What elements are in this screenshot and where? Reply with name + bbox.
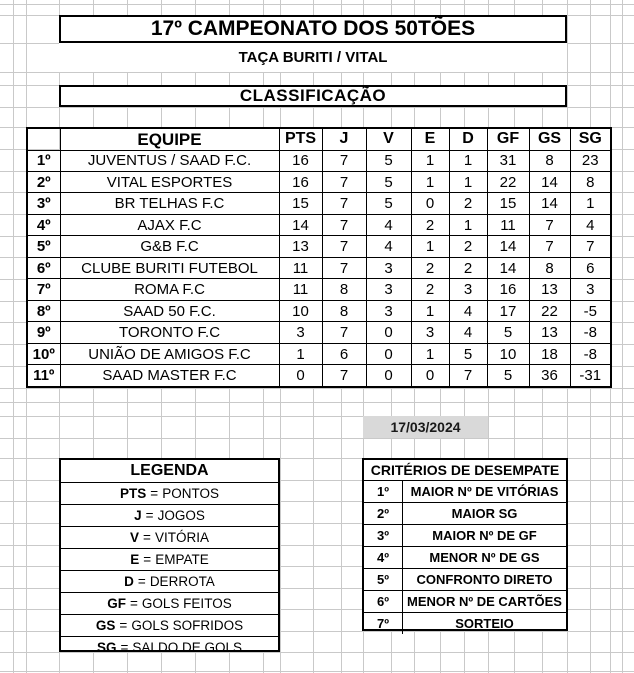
v-cell: 3 (366, 257, 411, 278)
gs-cell: 22 (529, 300, 570, 321)
tiebreaker-item (364, 568, 566, 590)
gs-cell: 36 (529, 365, 570, 387)
gs-cell: 13 (529, 322, 570, 343)
j-cell: 7 (322, 171, 366, 192)
sg-cell: 4 (570, 214, 611, 235)
gf-cell: 22 (487, 171, 529, 192)
sg-cell: -5 (570, 300, 611, 321)
d-cell: 3 (449, 279, 487, 300)
e-cell: 3 (411, 322, 449, 343)
sg-cell: -31 (570, 365, 611, 387)
gf-cell: 16 (487, 279, 529, 300)
col-header-v: V (366, 128, 411, 150)
pts-cell: 13 (279, 236, 322, 257)
pts-cell: 1 (279, 343, 322, 364)
legend-item: GF = GOLS FEITOS (61, 592, 278, 614)
rank-cell: 3º (27, 193, 60, 214)
tiebreaker-rule: MAIOR Nº DE VITÓRIAS (410, 484, 559, 499)
team-cell: SAAD MASTER F.C (60, 365, 279, 387)
tiebreakers-title: CRITÉRIOS DE DESEMPATE (370, 462, 560, 478)
table-header-row (27, 128, 611, 150)
sg-cell: -8 (570, 343, 611, 364)
section-title: CLASSIFICAÇÃO (239, 86, 387, 105)
tiebreaker-item (364, 480, 566, 502)
sg-cell: 23 (570, 150, 611, 171)
gf-cell: 5 (487, 322, 529, 343)
pts-cell: 0 (279, 365, 322, 387)
gf-cell: 14 (487, 236, 529, 257)
tiebreaker-item (364, 612, 566, 634)
tiebreaker-item (364, 546, 566, 568)
d-cell: 1 (449, 171, 487, 192)
tiebreaker-rule: CONFRONTO DIRETO (416, 572, 553, 587)
table-row (27, 365, 611, 387)
rank-cell: 9º (27, 322, 60, 343)
rank-cell: 1º (27, 150, 60, 171)
col-header-d: D (449, 128, 487, 150)
sg-cell: 3 (570, 279, 611, 300)
date-cell (363, 416, 488, 438)
legend-title: LEGENDA (130, 462, 209, 479)
team-cell: CLUBE BURITI FUTEBOL (60, 257, 279, 278)
pts-cell: 16 (279, 171, 322, 192)
team-cell: TORONTO F.C (60, 322, 279, 343)
tiebreaker-order: 5º (364, 569, 403, 590)
team-cell: VITAL ESPORTES (60, 171, 279, 192)
gf-cell: 5 (487, 365, 529, 387)
rank-cell: 4º (27, 214, 60, 235)
gs-cell: 14 (529, 171, 570, 192)
v-cell: 0 (366, 365, 411, 387)
j-cell: 7 (322, 322, 366, 343)
tiebreaker-rule: SORTEIO (455, 616, 514, 631)
tiebreaker-order: 6º (364, 591, 403, 612)
tiebreaker-order: 7º (364, 613, 403, 634)
gs-cell: 7 (529, 214, 570, 235)
j-cell: 7 (322, 236, 366, 257)
team-cell: AJAX F.C (60, 214, 279, 235)
j-cell: 7 (322, 365, 366, 387)
v-cell: 5 (366, 150, 411, 171)
d-cell: 2 (449, 193, 487, 214)
title-box (59, 15, 567, 43)
gs-cell: 13 (529, 279, 570, 300)
table-row (27, 343, 611, 364)
j-cell: 6 (322, 343, 366, 364)
standings-table (26, 127, 612, 388)
gf-cell: 17 (487, 300, 529, 321)
pts-cell: 16 (279, 150, 322, 171)
j-cell: 7 (322, 257, 366, 278)
team-cell: ROMA F.C (60, 279, 279, 300)
sg-cell: 1 (570, 193, 611, 214)
rank-cell: 10º (27, 343, 60, 364)
pts-cell: 11 (279, 257, 322, 278)
e-cell: 2 (411, 214, 449, 235)
v-cell: 4 (366, 236, 411, 257)
table-row (27, 322, 611, 343)
rank-cell: 6º (27, 257, 60, 278)
col-header-e: E (411, 128, 449, 150)
gs-cell: 8 (529, 150, 570, 171)
legend-item: PTS = PONTOS (61, 482, 278, 504)
d-cell: 1 (449, 150, 487, 171)
legend-item: D = DERROTA (61, 570, 278, 592)
legend-item: V = VITÓRIA (61, 526, 278, 548)
tiebreaker-order: 1º (364, 481, 403, 502)
legend-item: E = EMPATE (61, 548, 278, 570)
d-cell: 2 (449, 236, 487, 257)
legend-item: GS = GOLS SOFRIDOS (61, 614, 278, 636)
table-row (27, 193, 611, 214)
e-cell: 0 (411, 193, 449, 214)
tiebreaker-item (364, 502, 566, 524)
tiebreaker-order: 2º (364, 503, 403, 524)
e-cell: 2 (411, 257, 449, 278)
e-cell: 1 (411, 150, 449, 171)
rank-cell: 11º (27, 365, 60, 387)
gs-cell: 7 (529, 236, 570, 257)
col-header-sg: SG (570, 128, 611, 150)
v-cell: 5 (366, 171, 411, 192)
j-cell: 7 (322, 214, 366, 235)
tiebreaker-rule: MAIOR SG (451, 506, 518, 521)
e-cell: 1 (411, 171, 449, 192)
team-cell: UNIÃO DE AMIGOS F.C (60, 343, 279, 364)
table-row (27, 300, 611, 321)
team-cell: SAAD 50 F.C. (60, 300, 279, 321)
pts-cell: 14 (279, 214, 322, 235)
tiebreaker-item (364, 524, 566, 546)
team-cell: G&B F.C (60, 236, 279, 257)
tiebreaker-rule: MENOR Nº DE GS (429, 550, 540, 565)
page-title: 17º CAMPEONATO DOS 50TÕES (150, 17, 476, 40)
col-header-gf: GF (487, 128, 529, 150)
rank-cell: 8º (27, 300, 60, 321)
tiebreaker-item (364, 590, 566, 612)
gf-cell: 10 (487, 343, 529, 364)
gs-cell: 18 (529, 343, 570, 364)
d-cell: 5 (449, 343, 487, 364)
sg-cell: 7 (570, 236, 611, 257)
rank-cell: 7º (27, 279, 60, 300)
team-cell: BR TELHAS F.C (60, 193, 279, 214)
col-header-gs: GS (529, 128, 570, 150)
e-cell: 0 (411, 365, 449, 387)
j-cell: 7 (322, 150, 366, 171)
tiebreaker-rule: MAIOR Nº DE GF (432, 528, 537, 543)
tiebreakers-box (362, 458, 568, 631)
pts-cell: 15 (279, 193, 322, 214)
tiebreaker-rule: MENOR Nº DE CARTÕES (407, 594, 562, 609)
j-cell: 8 (322, 300, 366, 321)
subtitle (59, 43, 567, 72)
v-cell: 3 (366, 300, 411, 321)
col-header-pts: PTS (279, 128, 322, 150)
e-cell: 2 (411, 279, 449, 300)
j-cell: 7 (322, 193, 366, 214)
corner-cell (27, 128, 60, 150)
pts-cell: 10 (279, 300, 322, 321)
gf-cell: 31 (487, 150, 529, 171)
rank-cell: 5º (27, 236, 60, 257)
v-cell: 4 (366, 214, 411, 235)
d-cell: 7 (449, 365, 487, 387)
d-cell: 1 (449, 214, 487, 235)
v-cell: 0 (366, 322, 411, 343)
sg-cell: 8 (570, 171, 611, 192)
v-cell: 3 (366, 279, 411, 300)
pts-cell: 11 (279, 279, 322, 300)
gs-cell: 8 (529, 257, 570, 278)
subtitle-text: TAÇA BURITI / VITAL (238, 49, 388, 66)
rank-cell: 2º (27, 171, 60, 192)
legend-item: SG = SALDO DE GOLS (61, 636, 278, 658)
table-row (27, 171, 611, 192)
d-cell: 4 (449, 322, 487, 343)
e-cell: 1 (411, 343, 449, 364)
pts-cell: 3 (279, 322, 322, 343)
gs-cell: 14 (529, 193, 570, 214)
table-row (27, 150, 611, 171)
e-cell: 1 (411, 300, 449, 321)
legend-box (59, 458, 280, 655)
gf-cell: 15 (487, 193, 529, 214)
gf-cell: 14 (487, 257, 529, 278)
gf-cell: 11 (487, 214, 529, 235)
d-cell: 2 (449, 257, 487, 278)
col-header-j: J (322, 128, 366, 150)
team-cell: JUVENTUS / SAAD F.C. (60, 150, 279, 171)
v-cell: 5 (366, 193, 411, 214)
j-cell: 8 (322, 279, 366, 300)
sg-cell: 6 (570, 257, 611, 278)
table-row (27, 214, 611, 235)
legend-item: J = JOGOS (61, 504, 278, 526)
table-row (27, 279, 611, 300)
tiebreaker-order: 3º (364, 525, 403, 546)
table-row (27, 257, 611, 278)
e-cell: 1 (411, 236, 449, 257)
v-cell: 0 (366, 343, 411, 364)
tiebreaker-order: 4º (364, 547, 403, 568)
date-text: 17/03/2024 (390, 419, 461, 435)
sg-cell: -8 (570, 322, 611, 343)
d-cell: 4 (449, 300, 487, 321)
col-header-equipe: EQUIPE (60, 128, 279, 150)
table-row (27, 236, 611, 257)
classification-box (59, 85, 567, 107)
